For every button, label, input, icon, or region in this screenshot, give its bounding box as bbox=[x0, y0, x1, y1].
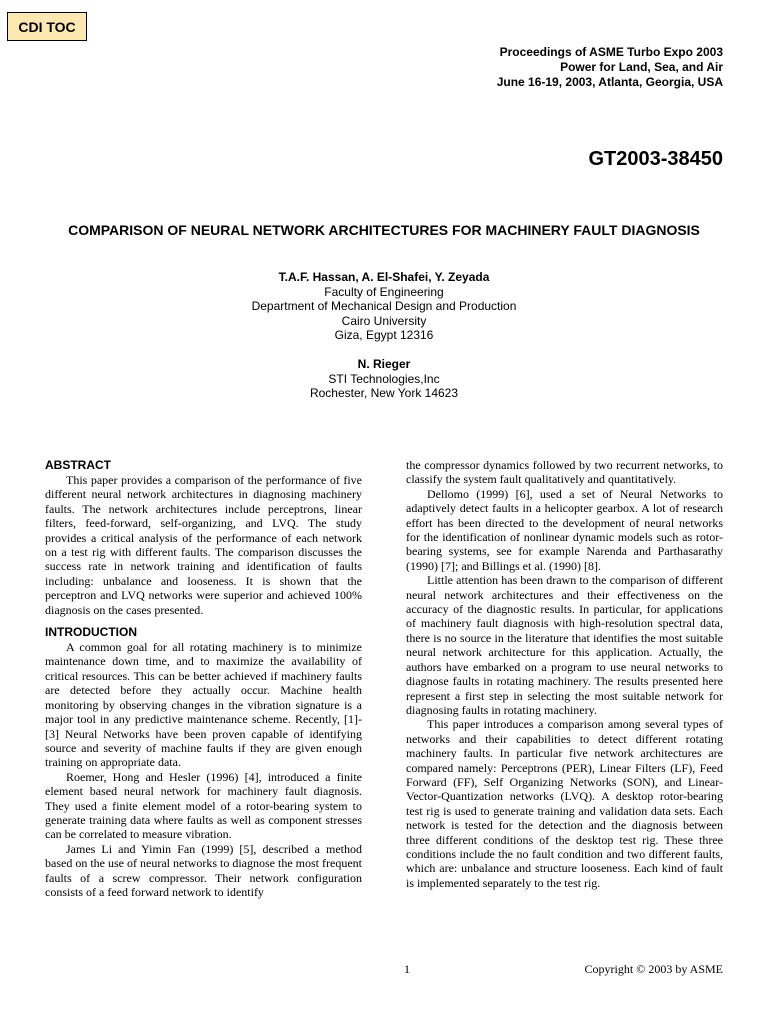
affiliation-line: Department of Mechanical Design and Production bbox=[251, 299, 517, 314]
affiliation-line: Rochester, New York 14623 bbox=[309, 386, 459, 401]
intro-paragraph-2: Roemer, Hong and Hesler (1996) [4], introduced a finite element based neural network for machinery fault diagnosis. They used a finite element model of a rotor-bearing system to generate training data where faults as well as component stresses can be correlated to measure vibration. bbox=[45, 769, 362, 842]
author-names-1: T.A.F. Hassan, A. El-Shafei, Y. Zeyada bbox=[278, 270, 490, 284]
affiliation-line: STI Technologies,Inc bbox=[328, 371, 440, 386]
left-column bbox=[45, 458, 362, 899]
right-column bbox=[406, 458, 723, 890]
paper-title: COMPARISON OF NEURAL NETWORK ARCHITECTURES FOR MACHINERY FAULT DIAGNOSIS bbox=[68, 222, 700, 238]
proceedings-header bbox=[497, 45, 723, 90]
abstract-heading: ABSTRACT bbox=[45, 458, 111, 472]
paper-id: GT2003-38450 bbox=[588, 148, 723, 170]
cdi-toc-button[interactable]: CDI TOC bbox=[7, 12, 87, 41]
proceedings-line-3: June 16-19, 2003, Atlanta, Georgia, USA bbox=[496, 75, 723, 89]
intro-paragraph-6: This paper introduces a comparison among several types of networks and their capabilities to detect different rotating machinery faults. In particular five network architectures are compared namely: Perceptrons (PER), Linear Filters (LF), Feed Forward (FF), Self Organizing Networks (SON), and Linear-Vector-Quantization networks (LVQ). A desktop rotor-bearing test rig is used to generate training and validation data sets. Each network is tested for the detection and the diagnosis between three different conditions of the desktop test rig. These three conditions include the no fault condition and two different faults, which are: unbalance and structure looseness. Each kind of fault is implemented separately to the test rig. bbox=[406, 717, 723, 890]
author-block bbox=[45, 270, 723, 401]
intro-paragraph-3-continued: the compressor dynamics followed by two recurrent networks, to classify the system fault qualitatively and quantitatively. bbox=[406, 458, 723, 487]
intro-paragraph-3: James Li and Yimin Fan (1999) [5], described a method based on the use of neural networks to diagnose the most frequent faults of a screw compressor. Their network configuration consists of a feed forward network to identify bbox=[45, 841, 362, 899]
intro-paragraph-4: Dellomo (1999) [6], used a set of Neural Networks to adaptively detect faults in a helicopter gearbox. A lot of research effort has been directed to the development of neural networks for the identification of nonlinear dynamic models such as rotor-bearing systems, see for example Narenda and Parthasarathy (1990) [7]; and Billings et al. (1990) [8]. bbox=[406, 486, 723, 573]
author-names-2: N. Rieger bbox=[357, 356, 411, 371]
introduction-heading: INTRODUCTION bbox=[45, 625, 137, 640]
proceedings-line-1: Proceedings of ASME Turbo Expo 2003 bbox=[499, 45, 723, 59]
abstract-text: This paper provides a comparison of the performance of five different neural network architectures in diagnosing machinery faults. The network architectures include perceptrons, linear filters, feed-forward, self-organizing, and LVQ. The study provides a critical analysis of the performance of each network on a test rig with different faults. The comparison discusses the success rate in network training and identification of faults including: unbalance and looseness. It is shown that the perceptron and LVQ networks were superior and achieved 100% diagnosis on the cases presented. bbox=[45, 473, 362, 617]
intro-paragraph-1: A common goal for all rotating machinery is to minimize maintenance down time, and to maximize the availability of critical resources. This can be better achieved if machinery faults are detected before they actually occur. Machine health monitoring by observing changes in the vibration signature is a major tool in any predictive maintenance scheme. Recently, [1]-[3] Neural Networks have been proven capable of identifying source and severity of machine faults if they are given enough training on appropriate data. bbox=[45, 640, 362, 770]
affiliation-line: Cairo University bbox=[341, 313, 427, 328]
affiliation-line: Faculty of Engineering bbox=[324, 284, 444, 299]
intro-paragraph-5: Little attention has been drawn to the comparison of different neural network architectures and their effectiveness on the accuracy of the diagnostic results. In particular, for applications of machinery fault diagnosis with high-resolution spectral data, there is no source in the literature that identifies the most suitable neural network architecture for this application. Actually, the authors have embarked on a program to use neural networks to diagnose faults in rotating machinery. The results presented here represent a first step in selecting the most suitable network for diagnosing faults in rotating machinery. bbox=[406, 573, 723, 717]
page-number: 1 bbox=[404, 962, 410, 976]
copyright-notice: Copyright © 2003 by ASME bbox=[584, 962, 723, 976]
affiliation-line: Giza, Egypt 12316 bbox=[334, 328, 434, 343]
proceedings-line-2: Power for Land, Sea, and Air bbox=[560, 60, 723, 74]
